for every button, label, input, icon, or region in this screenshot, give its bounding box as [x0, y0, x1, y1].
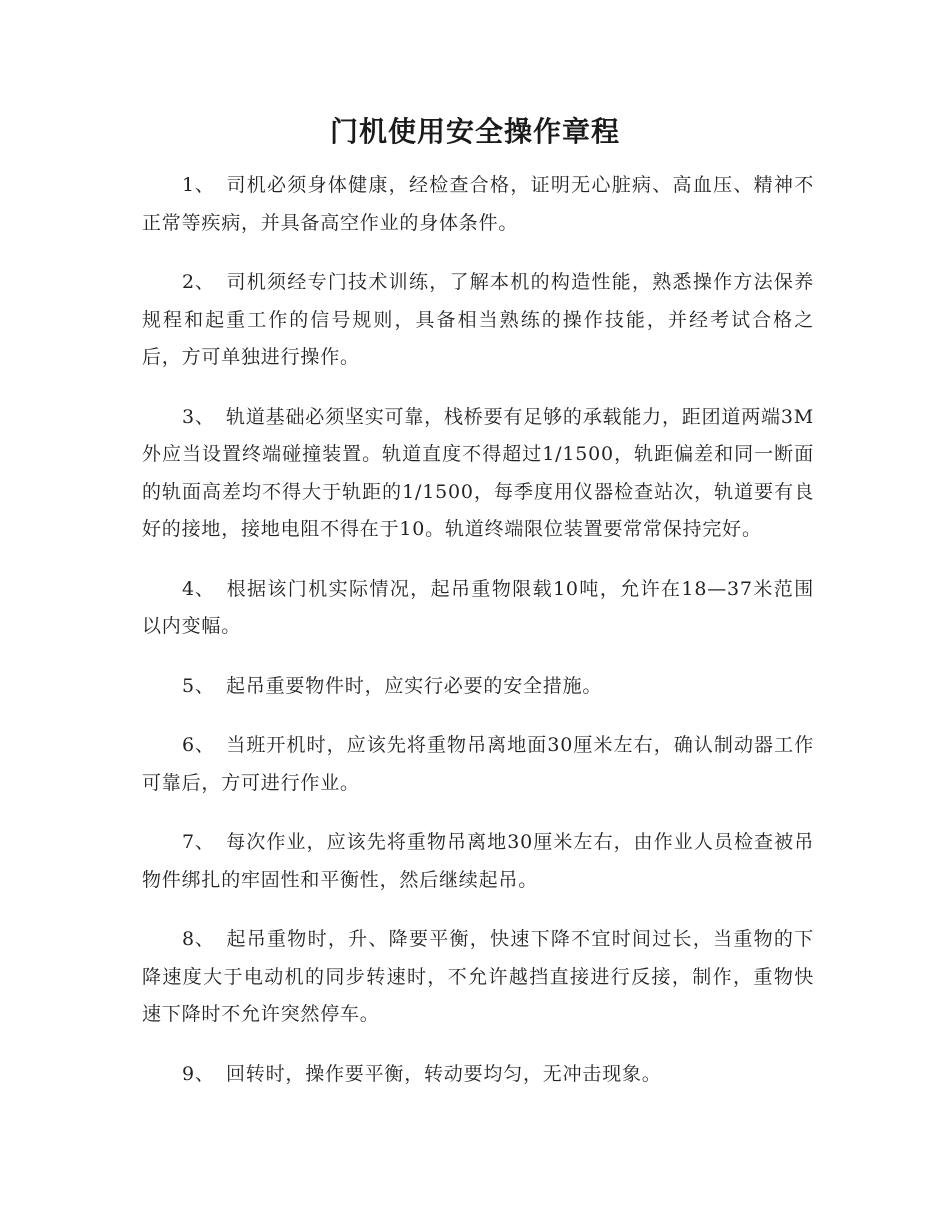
- rule-text: 轨道基础必须坚实可靠，栈桥要有足够的承载能力，距团道两端3M外应当设置终端碰撞装置。轨道直度不得超过1/1500，轨距偏差和同一断面的轨面高差均不得大于轨距的1/1500，每季度用仪器检查站次，轨道要有良好的接地，接地电阻不得在于10。轨道终端限位装置要常常保持完好。: [142, 405, 814, 540]
- rule-item-5: [142, 668, 814, 706]
- rule-item-2: [142, 264, 814, 377]
- rule-item-7: [142, 824, 814, 899]
- rule-item-1: [142, 167, 814, 242]
- rule-item-9: [142, 1056, 814, 1094]
- rule-item-8: [142, 921, 814, 1034]
- rule-text: 起吊重要物件时，应实行必要的安全措施。: [226, 674, 603, 697]
- rule-text: 根据该门机实际情况，起吊重物限载10吨，允许在18—37米范围以内变幅。: [142, 577, 814, 637]
- document-body: [142, 167, 814, 1115]
- rule-text: 司机须经专门技术训练，了解本机的构造性能，熟悉操作方法保养规程和起重工作的信号规则，具备相当熟练的操作技能，并经考试合格之后，方可单独进行操作。: [142, 271, 814, 368]
- rule-item-4: [142, 571, 814, 646]
- rule-item-6: [142, 727, 814, 802]
- rule-number: 2、: [182, 271, 215, 293]
- rule-number: 6、: [182, 734, 215, 756]
- rule-number: 1、: [182, 174, 215, 196]
- rule-text: 当班开机时，应该先将重物吊离地面30厘米左右，确认制动器工作可靠后，方可进行作业。: [142, 734, 814, 794]
- document-title: 门机使用安全操作章程: [329, 115, 620, 148]
- rule-text: 每次作业，应该先将重物吊离地30厘米左右，由作业人员检查被吊物件绑扎的牢固性和平衡性，然后继续起吊。: [142, 831, 814, 891]
- rule-number: 7、: [182, 831, 215, 853]
- rule-text: 回转时，操作要平衡，转动要均匀，无冲击现象。: [226, 1062, 662, 1085]
- rule-text: 起吊重物时，升、降要平衡，快速下降不宜时间过长，当重物的下降速度大于电动机的同步转速时，不允许越挡直接进行反接，制作，重物快速下降时不允许突然停车。: [142, 928, 814, 1025]
- rule-number: 3、: [182, 405, 215, 428]
- rule-number: 8、: [182, 928, 215, 950]
- rule-number: 4、: [182, 577, 215, 600]
- rule-number: 5、: [182, 674, 215, 697]
- rule-item-3: [142, 399, 814, 549]
- rule-number: 9、: [182, 1062, 215, 1085]
- rule-text: 司机必须身体健康，经检查合格，证明无心脏病、高血压、精神不正常等疾病，并具备高空作业的身体条件。: [142, 174, 814, 234]
